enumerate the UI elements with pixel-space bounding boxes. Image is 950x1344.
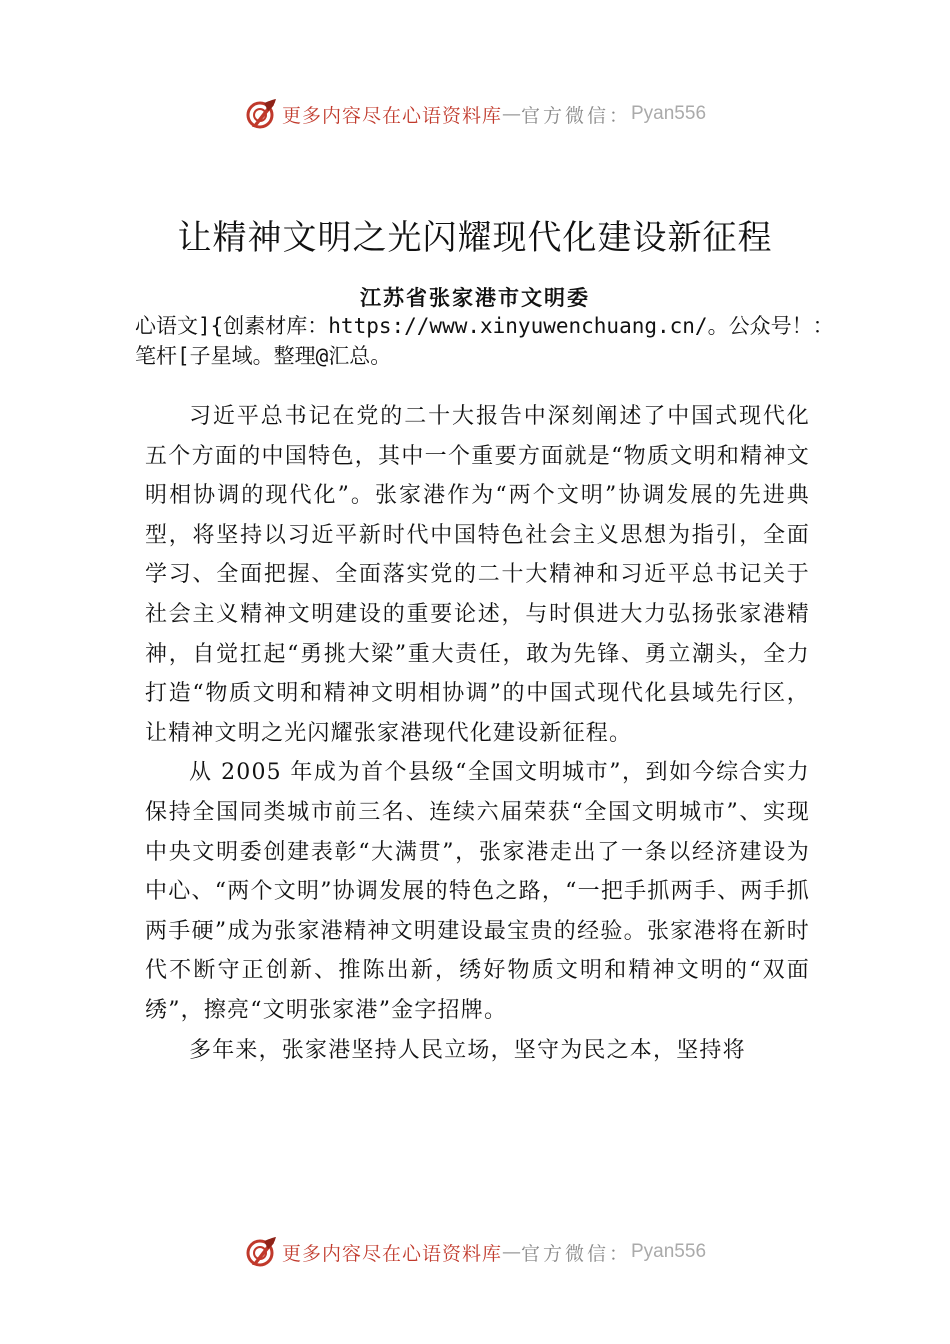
banner-separator: — — [501, 1241, 521, 1263]
article-title: 让精神文明之光闪耀现代化建设新征程 — [177, 218, 773, 258]
banner-site-text: 更多内容尽在心语资料库 — [281, 1242, 502, 1265]
banner-site-text: 更多内容尽在心语资料库 — [281, 104, 502, 127]
source-note: 心语文]{创素材库：https://www.xinyuwenchuang.cn/。公众号！：笔杆[子星域。整理@汇总。 — [135, 314, 834, 368]
banner-wechat-id: Pyan556 — [631, 103, 707, 124]
body-paragraph: 多年来，张家港坚持人民立场，坚守为民之本，坚持将 — [189, 1037, 746, 1063]
footer-banner — [0, 1230, 950, 1274]
quill-pen-circle-icon — [244, 1235, 278, 1269]
banner-wechat-label: 官方微信： — [520, 1242, 631, 1265]
article-body — [145, 397, 810, 1070]
body-paragraph: 习近平总书记在党的二十大报告中深刻阐述了中国式现代化五个方面的中国特色，其中一个重要方面就是“物质文明和精神文明相协调的现代化”。张家港作为“两个文明”协调发展的先进典型，将坚持以习近平新时代中国特色社会主义思想为指引，全面学习、全面把握、全面落实党的二十大精神和习近平总书记关于社会主义精神文明建设的重要论述，与时俱进大力弘扬张家港精神，自觉扛起“勇挑大梁”重大责任，敢为先锋、勇立潮头，全力打造“物质文明和精神文明相协调”的中国式现代化县域先行区，让精神文明之光闪耀张家港现代化建设新征程。 — [145, 404, 810, 746]
banner-wechat-label: 官方微信： — [520, 104, 631, 127]
banner-separator: — — [501, 103, 521, 125]
quill-pen-circle-icon — [244, 97, 278, 131]
body-paragraph: 从 2005 年成为首个县级“全国文明城市”，到如今综合实力保持全国同类城市前三名、连续六届荣获“全国文明城市”、实现中央文明委创建表彰“大满贯”，张家港走出了一条以经济建设为中心、“两个文明”协调发展的特色之路，“一把手抓两手、两手抓两手硬”成为张家港精神文明建设最宝贵的经验。张家港将在新时代不断守正创新、推陈出新，绣好物质文明和精神文明的“双面绣”，擦亮“文明张家港”金字招牌。 — [145, 760, 810, 1023]
header-banner — [0, 92, 950, 136]
article-author: 江苏省张家港市文明委 — [360, 285, 590, 310]
banner-wechat-id: Pyan556 — [631, 1241, 707, 1262]
